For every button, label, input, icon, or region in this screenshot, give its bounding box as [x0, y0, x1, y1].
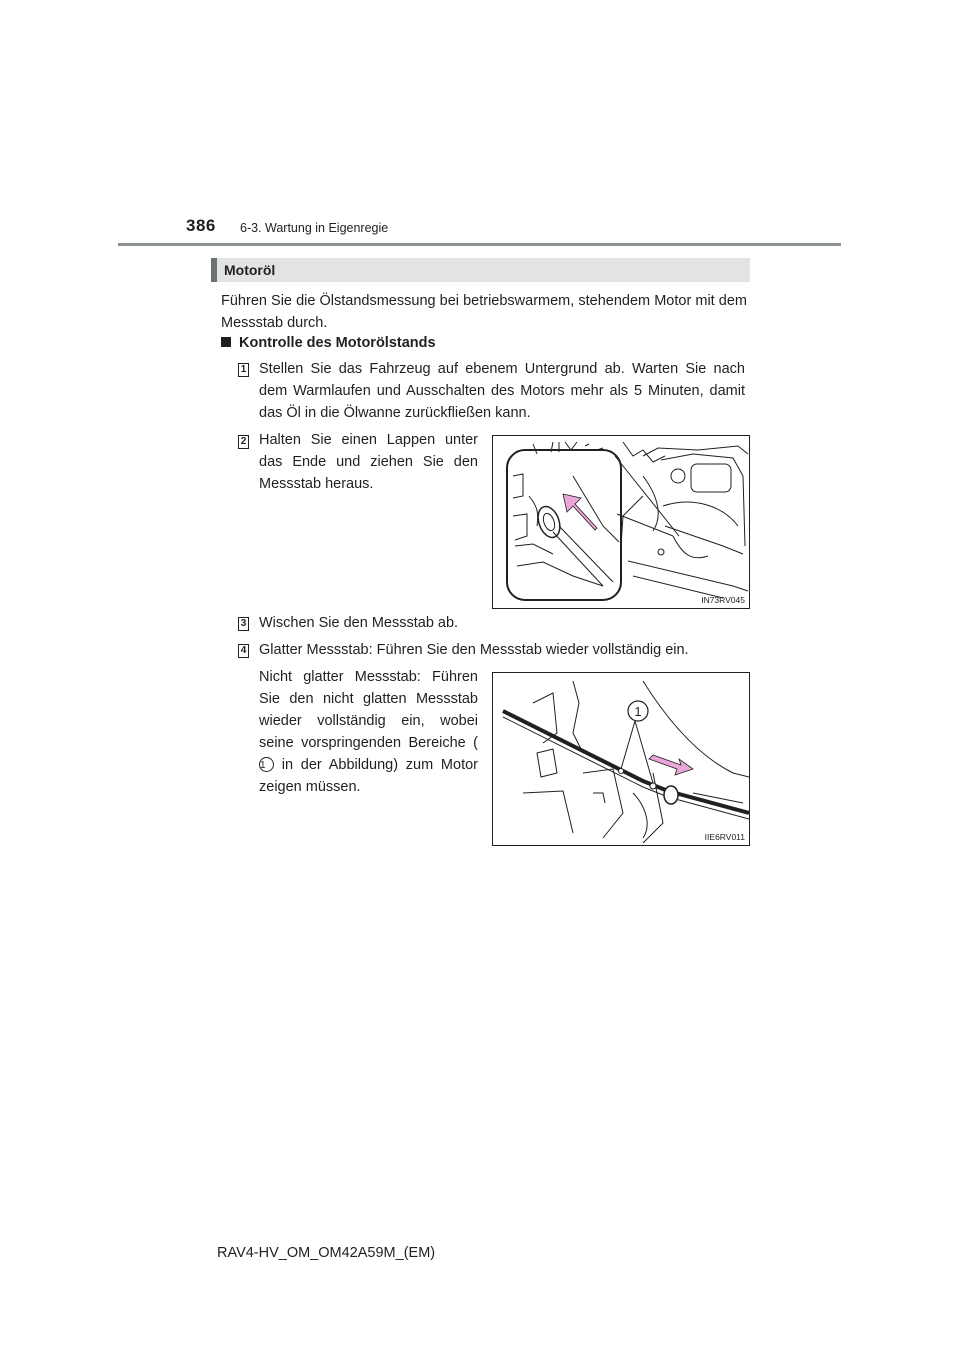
dipstick-pull-figure — [492, 435, 750, 609]
chapter-title: 6-3. Wartung in Eigenregie — [240, 221, 389, 235]
step-3-text: Wischen Sie den Messstab ab. — [259, 615, 459, 631]
step-4-text: Glatter Messstab: Führen Sie den Messstab wieder vollständig ein. — [259, 642, 689, 658]
section-title: Motoröl — [224, 262, 276, 278]
subsection-heading — [221, 335, 436, 351]
header-rule — [118, 243, 841, 246]
step-2-text: Halten Sie einen Lappen unter das Ende und ziehen Sie den Messstab heraus. — [259, 432, 478, 492]
subsection-title: Kontrolle des Motorölstands — [239, 335, 436, 351]
step-number-2: 2 — [238, 435, 249, 449]
callout-marker-1: 1 — [259, 757, 274, 772]
section-heading-bar — [211, 258, 750, 282]
step-4-note-after: in der Abbildung) zum Motor zeigen müssen. — [259, 757, 478, 795]
page-number: 386 — [186, 216, 216, 235]
figure-2-code: IIE6RV011 — [704, 832, 745, 842]
engine-bay-illustration — [493, 436, 749, 608]
figure-1-code: IN73RV045 — [701, 595, 745, 605]
document-code: RAV4-HV_OM_OM42A59M_(EM) — [217, 1245, 436, 1261]
step-number-4: 4 — [238, 644, 249, 658]
step-number-3: 3 — [238, 617, 249, 631]
square-bullet-icon — [221, 337, 231, 347]
step-1-text: Stellen Sie das Fahrzeug auf ebenem Untergrund ab. Warten Sie nach dem Warmlaufen und Ausschalten des Motors mehr als 5 Minuten, damit das Öl in die Ölwanne zurückfließen kann. — [259, 361, 745, 421]
dipstick-illustration — [493, 673, 749, 845]
section-intro: Führen Sie die Ölstandsmessung bei betriebswarmem, stehendem Motor mit dem Messstab durch. — [221, 293, 747, 331]
dipstick-insert-figure — [492, 672, 750, 846]
step-number-1: 1 — [238, 363, 249, 377]
step-4-note-before: Nicht glatter Messstab: Führen Sie den nicht glatten Messstab wieder vollständig ein, wobei seine vorspringenden Bereiche ( — [259, 669, 478, 751]
figure-2-callout: 1 — [634, 704, 642, 719]
step-4-note — [259, 666, 478, 798]
